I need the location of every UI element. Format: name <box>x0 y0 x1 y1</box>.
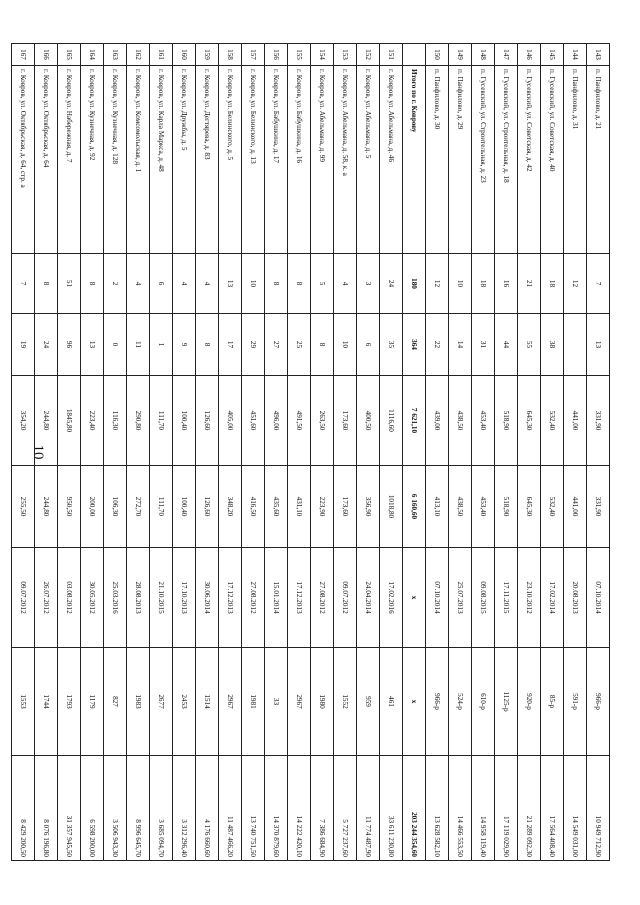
cell-col-9-amount: 8 996 645,70 <box>127 756 150 861</box>
table-row <box>311 44 334 861</box>
cell-address: п. Панфилово, д. 31 <box>564 66 587 254</box>
cell-row-number: 152 <box>357 44 380 66</box>
cell-row-number: 165 <box>58 44 81 66</box>
cell-col-6: 453,40 <box>472 466 495 548</box>
cell-col-6: 6 160,60 <box>403 466 426 548</box>
cell-col-8-order: 610-р <box>472 648 495 756</box>
cell-col-8-order: 1514 <box>196 648 219 756</box>
table-row <box>12 44 35 861</box>
cell-col-8-order: 85-р <box>541 648 564 756</box>
cell-col-4: 9 <box>173 314 196 376</box>
table-row <box>472 44 495 861</box>
cell-col-3: 24 <box>380 254 403 314</box>
cell-col-3: 6 <box>150 254 173 314</box>
cell-address: г. Ковров, ул. Дегтярева, д. 83 <box>196 66 219 254</box>
cell-col-5: 116,30 <box>104 376 127 466</box>
cell-col-8-order: 591-р <box>564 648 587 756</box>
cell-col-5: 439,00 <box>426 376 449 466</box>
cell-col-9-amount: 3 685 094,70 <box>150 756 173 861</box>
cell-col-8-order: 1980 <box>311 648 334 756</box>
cell-col-8-order: 827 <box>104 648 127 756</box>
cell-col-7-date: 21.10.2015 <box>150 548 173 648</box>
cell-col-3: 4 <box>173 254 196 314</box>
cell-address: г. Ковров, ул. Набережная, д. 7 <box>58 66 81 254</box>
cell-col-7-date: 27.08.2012 <box>242 548 265 648</box>
cell-col-5: 518,90 <box>495 376 518 466</box>
cell-col-6: 348,20 <box>219 466 242 548</box>
cell-col-8-order: 1125-р <box>495 648 518 756</box>
cell-col-3: 4 <box>334 254 357 314</box>
cell-col-6: 255,50 <box>12 466 35 548</box>
cell-col-4: 25 <box>288 314 311 376</box>
cell-col-5: 1845,80 <box>58 376 81 466</box>
cell-col-3: 18 <box>541 254 564 314</box>
table-row <box>173 44 196 861</box>
cell-col-9-amount: 11 487 466,20 <box>219 756 242 861</box>
cell-col-7-date: 17.10.2013 <box>173 548 196 648</box>
cell-col-4: 19 <box>12 314 35 376</box>
cell-col-3: 8 <box>288 254 311 314</box>
table-row <box>334 44 357 861</box>
cell-col-6: 441,00 <box>564 466 587 548</box>
cell-col-7-date: 09.07.2012 <box>334 548 357 648</box>
cell-col-9-amount: 14 222 420,10 <box>288 756 311 861</box>
table-row <box>242 44 265 861</box>
cell-col-4: 10 <box>334 314 357 376</box>
cell-col-4: 29 <box>242 314 265 376</box>
cell-col-8-order: 1179 <box>81 648 104 756</box>
cell-col-3: 5 <box>311 254 334 314</box>
cell-col-9-amount: 5 727 237,60 <box>334 756 357 861</box>
cell-address: г. Ковров, ул. Абельмана, д. 5 <box>357 66 380 254</box>
table-row <box>449 44 472 861</box>
cell-col-3: 2 <box>104 254 127 314</box>
cell-col-3: 12 <box>564 254 587 314</box>
cell-address: г. Ковров, ул. Карла Маркса, д. 48 <box>150 66 173 254</box>
cell-address: г. Ковров, ул. Октябрьская, д. 64 <box>35 66 58 254</box>
cell-col-3: 8 <box>81 254 104 314</box>
cell-col-7-date: 15.01.2014 <box>265 548 288 648</box>
cell-col-5: 451,60 <box>242 376 265 466</box>
cell-row-number: 164 <box>81 44 104 66</box>
cell-col-8-order: 2677 <box>150 648 173 756</box>
cell-col-9-amount: 17 119 029,90 <box>495 756 518 861</box>
cell-col-4: 24 <box>35 314 58 376</box>
cell-col-8-order: 959 <box>357 648 380 756</box>
cell-col-7-date: 17.12.2013 <box>219 548 242 648</box>
cell-col-6: 111,70 <box>150 466 173 548</box>
table-row <box>541 44 564 861</box>
cell-col-8-order: 524-р <box>449 648 472 756</box>
cell-col-4: 31 <box>472 314 495 376</box>
cell-col-4: 22 <box>426 314 449 376</box>
cell-address: г. Ковров, ул. Бабушкина, д. 16 <box>288 66 311 254</box>
cell-col-5: 441,00 <box>564 376 587 466</box>
cell-row-number <box>403 44 426 66</box>
cell-col-5: 223,40 <box>81 376 104 466</box>
cell-col-8-order: x <box>403 648 426 756</box>
cell-row-number: 162 <box>127 44 150 66</box>
table-row <box>426 44 449 861</box>
cell-col-3: 10 <box>242 254 265 314</box>
cell-col-6: 435,60 <box>265 466 288 548</box>
cell-col-4: 364 <box>403 314 426 376</box>
cell-address: г. Ковров, ул. Дружбы, д. 5 <box>173 66 196 254</box>
cell-address: п. Панфилово, д. 29 <box>449 66 472 254</box>
cell-col-4: 1 <box>150 314 173 376</box>
cell-col-4: 13 <box>81 314 104 376</box>
table-row <box>587 44 610 861</box>
cell-row-number: 158 <box>219 44 242 66</box>
cell-col-4 <box>564 314 587 376</box>
table-row <box>104 44 127 861</box>
cell-col-6: 331,90 <box>587 466 610 548</box>
cell-col-8-order: 1981 <box>242 648 265 756</box>
cell-row-number: 150 <box>426 44 449 66</box>
cell-row-number: 143 <box>587 44 610 66</box>
cell-col-7-date: 25.03.2016 <box>104 548 127 648</box>
cell-col-3: 4 <box>196 254 219 314</box>
cell-col-7-date: 17.11.2015 <box>495 548 518 648</box>
cell-col-7-date: 24.04.2014 <box>357 548 380 648</box>
cell-col-6: 645,30 <box>518 466 541 548</box>
cell-col-4: 13 <box>587 314 610 376</box>
cell-address: г. Ковров, ул. Кузнечная, д. 128 <box>104 66 127 254</box>
cell-col-8-order: 33 <box>265 648 288 756</box>
cell-address: г. Ковров, ул. Бабушкина, д. 17 <box>265 66 288 254</box>
cell-col-3: 8 <box>265 254 288 314</box>
cell-address: п. Панфилово, д. 30 <box>426 66 449 254</box>
cell-col-7-date: x <box>403 548 426 648</box>
cell-col-3: 12 <box>426 254 449 314</box>
cell-row-number: 146 <box>518 44 541 66</box>
cell-col-5: 331,90 <box>587 376 610 466</box>
cell-address: п. Гусевский, ул. Строительная, д. 23 <box>472 66 495 254</box>
cell-address: п. Панфилово, д. 21 <box>587 66 610 254</box>
cell-col-5: 290,80 <box>127 376 150 466</box>
cell-row-number: 159 <box>196 44 219 66</box>
cell-col-5: 645,30 <box>518 376 541 466</box>
cell-col-6: 438,50 <box>449 466 472 548</box>
cell-col-3: 10 <box>449 254 472 314</box>
cell-address: г. Ковров, ул. Кузнечная, д. 92 <box>81 66 104 254</box>
cell-address: г. Ковров, ул. Белинского, д. 13 <box>242 66 265 254</box>
cell-col-4: 27 <box>265 314 288 376</box>
cell-col-6: 244,80 <box>35 466 58 548</box>
cell-col-9-amount: 17 564 408,40 <box>541 756 564 861</box>
cell-row-number: 148 <box>472 44 495 66</box>
cell-col-6: 200,00 <box>81 466 104 548</box>
table-total-row <box>403 44 426 861</box>
cell-col-5: 496,00 <box>265 376 288 466</box>
cell-col-9-amount: 203 244 354,60 <box>403 756 426 861</box>
cell-col-4: 14 <box>449 314 472 376</box>
cell-address: г. Ковров, ул. Комсомольская, д. 1 <box>127 66 150 254</box>
table-row <box>150 44 173 861</box>
cell-col-8-order: 1983 <box>127 648 150 756</box>
cell-col-5: 173,60 <box>334 376 357 466</box>
cell-col-9-amount: 14 549 031,00 <box>564 756 587 861</box>
cell-row-number: 160 <box>173 44 196 66</box>
cell-col-4: 0 <box>104 314 127 376</box>
cell-col-9-amount: 7 386 684,90 <box>311 756 334 861</box>
cell-col-7-date: 17.12.2013 <box>288 548 311 648</box>
cell-row-number: 155 <box>288 44 311 66</box>
cell-col-7-date: 09.08.2015 <box>472 548 495 648</box>
cell-col-9-amount: 6 598 200,00 <box>81 756 104 861</box>
cell-col-9-amount: 14 370 879,60 <box>265 756 288 861</box>
cell-col-7-date: 20.08.2013 <box>564 548 587 648</box>
cell-col-8-order: 1553 <box>12 648 35 756</box>
cell-col-6: 416,50 <box>242 466 265 548</box>
cell-row-number: 149 <box>449 44 472 66</box>
cell-col-8-order: 2453 <box>173 648 196 756</box>
cell-col-8-order: 461 <box>380 648 403 756</box>
cell-col-5: 7 621,10 <box>403 376 426 466</box>
cell-col-6: 413,10 <box>426 466 449 548</box>
cell-col-6: 106,30 <box>104 466 127 548</box>
cell-col-8-order: 1552 <box>334 648 357 756</box>
cell-col-8-order: 1744 <box>35 648 58 756</box>
housing-table <box>11 43 610 861</box>
cell-col-5: 453,40 <box>472 376 495 466</box>
cell-col-6: 223,90 <box>311 466 334 548</box>
cell-col-9-amount: 8 429 200,50 <box>12 756 35 861</box>
cell-col-5: 532,40 <box>541 376 564 466</box>
cell-col-7-date: 27.08.2012 <box>311 548 334 648</box>
cell-address: п. Гусевский, ул. Советская, д. 42 <box>518 66 541 254</box>
cell-col-4: 55 <box>518 314 541 376</box>
cell-row-number: 157 <box>242 44 265 66</box>
cell-col-6: 950,50 <box>58 466 81 548</box>
cell-row-number: 166 <box>35 44 58 66</box>
cell-col-4: 35 <box>380 314 403 376</box>
cell-col-7-date: 26.07.2012 <box>35 548 58 648</box>
cell-col-6: 1018,80 <box>380 466 403 548</box>
rotated-table <box>19 43 610 860</box>
cell-col-3: 3 <box>357 254 380 314</box>
table-row <box>58 44 81 861</box>
cell-col-7-date: 09.07.2012 <box>12 548 35 648</box>
cell-col-9-amount: 21 289 092,30 <box>518 756 541 861</box>
cell-col-9-amount: 14 466 553,50 <box>449 756 472 861</box>
cell-col-7-date: 07.10.2014 <box>426 548 449 648</box>
table-row <box>265 44 288 861</box>
cell-row-number: 147 <box>495 44 518 66</box>
cell-col-5: 491,50 <box>288 376 311 466</box>
cell-col-7-date: 03.08.2012 <box>58 548 81 648</box>
cell-address: г. Ковров, ул. Абельмана, д. 99 <box>311 66 334 254</box>
cell-col-5: 263,50 <box>311 376 334 466</box>
cell-col-5: 400,50 <box>357 376 380 466</box>
cell-col-3: 16 <box>495 254 518 314</box>
cell-col-7-date: 17.02.2014 <box>541 548 564 648</box>
table-row <box>380 44 403 861</box>
cell-col-4: 8 <box>196 314 219 376</box>
cell-col-4: 11 <box>127 314 150 376</box>
cell-col-6: 431,10 <box>288 466 311 548</box>
cell-col-5: 438,50 <box>449 376 472 466</box>
cell-col-4: 8 <box>311 314 334 376</box>
cell-row-number: 144 <box>564 44 587 66</box>
cell-col-3: 13 <box>219 254 242 314</box>
cell-col-9-amount: 33 611 230,80 <box>380 756 403 861</box>
cell-col-9-amount: 4 176 660,60 <box>196 756 219 861</box>
cell-col-5: 405,00 <box>219 376 242 466</box>
cell-col-3: 8 <box>35 254 58 314</box>
cell-col-6: 126,60 <box>196 466 219 548</box>
table-container <box>19 43 610 860</box>
table-row <box>564 44 587 861</box>
cell-col-5: 1116,60 <box>380 376 403 466</box>
table-row <box>196 44 219 861</box>
table-row <box>219 44 242 861</box>
cell-col-3: 7 <box>12 254 35 314</box>
cell-col-3: 7 <box>587 254 610 314</box>
cell-col-5: 111,70 <box>150 376 173 466</box>
cell-col-5: 244,80 <box>35 376 58 466</box>
cell-col-9-amount: 8 076 196,80 <box>35 756 58 861</box>
cell-col-7-date: 23.10.2012 <box>518 548 541 648</box>
cell-col-7-date: 07.10.2014 <box>587 548 610 648</box>
cell-col-7-date: 30.06.2014 <box>196 548 219 648</box>
cell-col-6: 532,40 <box>541 466 564 548</box>
cell-col-9-amount: 10 949 712,90 <box>587 756 610 861</box>
cell-row-number: 167 <box>12 44 35 66</box>
cell-col-5: 354,20 <box>12 376 35 466</box>
cell-col-8-order: 2967 <box>288 648 311 756</box>
cell-col-5: 126,60 <box>196 376 219 466</box>
cell-col-4: 17 <box>219 314 242 376</box>
cell-row-number: 163 <box>104 44 127 66</box>
cell-col-3: 4 <box>127 254 150 314</box>
cell-col-6: 518,90 <box>495 466 518 548</box>
cell-col-9-amount: 14 958 119,40 <box>472 756 495 861</box>
cell-col-6: 356,90 <box>357 466 380 548</box>
cell-col-3: 21 <box>518 254 541 314</box>
cell-address: г. Ковров, ул. Октябрьская, д. 64, стр. а <box>12 66 35 254</box>
cell-col-8-order: 1793 <box>58 648 81 756</box>
cell-col-3: 180 <box>403 254 426 314</box>
cell-col-8-order: 966-р <box>426 648 449 756</box>
cell-col-4: 6 <box>357 314 380 376</box>
cell-col-4: 38 <box>541 314 564 376</box>
cell-col-7-date: 28.08.2013 <box>127 548 150 648</box>
cell-col-5: 100,40 <box>173 376 196 466</box>
cell-col-4: 96 <box>58 314 81 376</box>
cell-col-9-amount: 13 628 582,10 <box>426 756 449 861</box>
cell-col-3: 18 <box>472 254 495 314</box>
cell-col-8-order: 2967 <box>219 648 242 756</box>
table-row <box>495 44 518 861</box>
cell-col-3: 51 <box>58 254 81 314</box>
cell-col-9-amount: 13 740 751,50 <box>242 756 265 861</box>
table-row <box>35 44 58 861</box>
cell-col-6: 173,60 <box>334 466 357 548</box>
cell-address: г. Ковров, ул. Абельмана, д. 58, к. а <box>334 66 357 254</box>
cell-address: г. Ковров, ул. Абельмана, д. 46 <box>380 66 403 254</box>
cell-address: г. Ковров, ул. Белинского, д. 5 <box>219 66 242 254</box>
cell-col-7-date: 25.07.2013 <box>449 548 472 648</box>
cell-row-number: 145 <box>541 44 564 66</box>
cell-col-6: 100,40 <box>173 466 196 548</box>
cell-col-9-amount: 3 312 296,40 <box>173 756 196 861</box>
cell-row-number: 156 <box>265 44 288 66</box>
cell-col-8-order: 966-р <box>587 648 610 756</box>
cell-col-9-amount: 31 357 945,50 <box>58 756 81 861</box>
cell-row-number: 154 <box>311 44 334 66</box>
cell-row-number: 161 <box>150 44 173 66</box>
table-row <box>288 44 311 861</box>
cell-col-7-date: 17.02.2016 <box>380 548 403 648</box>
cell-col-9-amount: 3 506 943,30 <box>104 756 127 861</box>
table-row <box>127 44 150 861</box>
cell-address: п. Гусевский, ул. Советская, д. 40 <box>541 66 564 254</box>
page-number: 10 <box>30 444 46 460</box>
cell-address: Итого по г. Коврову <box>403 66 426 254</box>
table-row <box>357 44 380 861</box>
cell-col-7-date: 30.05.2012 <box>81 548 104 648</box>
cell-row-number: 153 <box>334 44 357 66</box>
table-row <box>81 44 104 861</box>
cell-address: п. Гусевский, ул. Строительная, д. 18 <box>495 66 518 254</box>
cell-col-9-amount: 11 774 487,90 <box>357 756 380 861</box>
cell-row-number: 151 <box>380 44 403 66</box>
cell-col-6: 272,70 <box>127 466 150 548</box>
cell-col-4: 44 <box>495 314 518 376</box>
cell-col-8-order: 920-р <box>518 648 541 756</box>
table-row <box>518 44 541 861</box>
